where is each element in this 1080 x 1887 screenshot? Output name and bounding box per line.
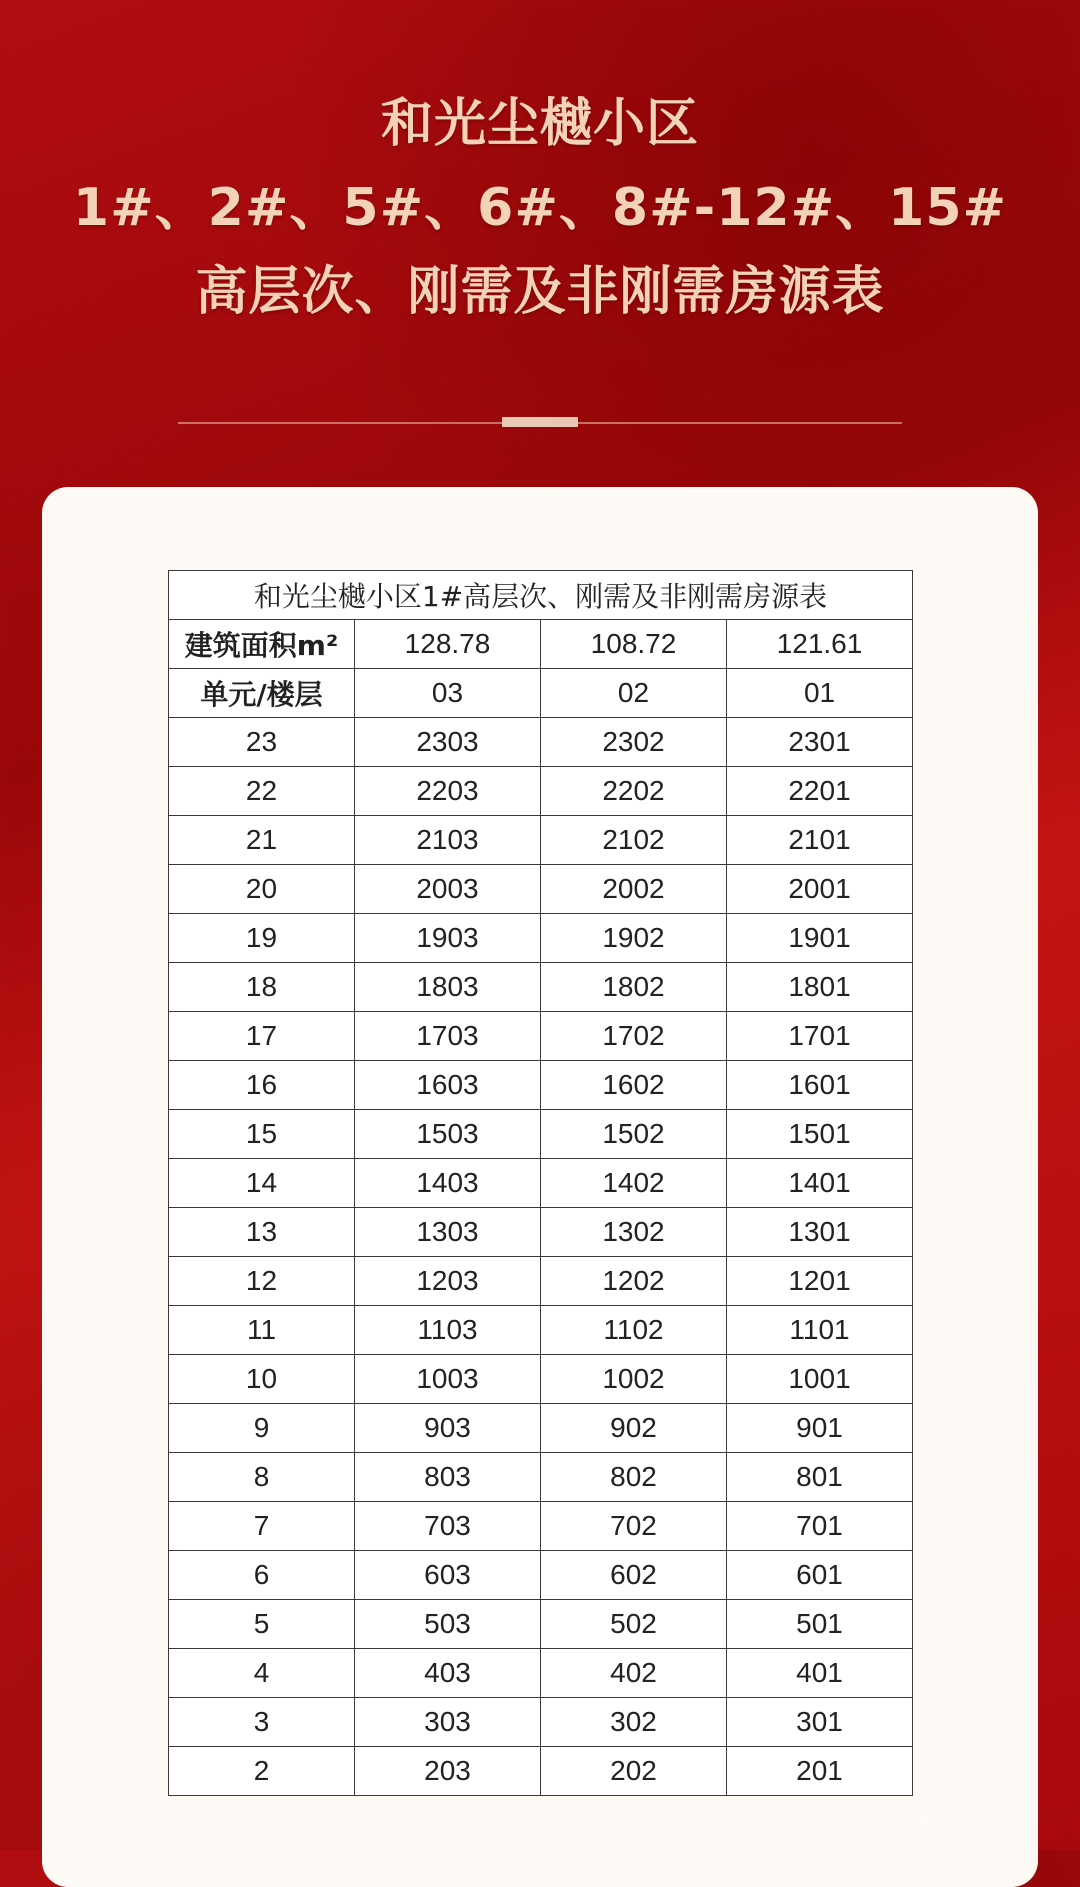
floor-number: 10	[169, 1355, 355, 1404]
floor-number: 11	[169, 1306, 355, 1355]
table-row	[169, 1502, 913, 1551]
room-cell: 303	[355, 1698, 541, 1747]
room-cell: 1803	[355, 963, 541, 1012]
floor-number: 2	[169, 1747, 355, 1796]
room-cell: 2101	[727, 816, 913, 865]
room-cell: 2003	[355, 865, 541, 914]
floor-number: 23	[169, 718, 355, 767]
room-cell: 2001	[727, 865, 913, 914]
table-row	[169, 1208, 913, 1257]
floor-number: 21	[169, 816, 355, 865]
area-label: 建筑面积m²	[169, 620, 355, 669]
room-cell: 601	[727, 1551, 913, 1600]
table-row	[169, 1404, 913, 1453]
room-cell: 1102	[541, 1306, 727, 1355]
header-title-line-3: 高层次、刚需及非刚需房源表	[195, 262, 885, 322]
room-cell: 1903	[355, 914, 541, 963]
floor-number: 17	[169, 1012, 355, 1061]
table-row	[169, 1747, 913, 1796]
room-cell: 2201	[727, 767, 913, 816]
room-cell: 1801	[727, 963, 913, 1012]
table-title: 和光尘樾小区1#高层次、刚需及非刚需房源表	[169, 571, 913, 620]
room-cell: 1602	[541, 1061, 727, 1110]
floor-number: 13	[169, 1208, 355, 1257]
header-title-line-1: 和光尘樾小区	[380, 94, 699, 154]
room-cell: 2002	[541, 865, 727, 914]
room-cell: 702	[541, 1502, 727, 1551]
table-row	[169, 1600, 913, 1649]
room-cell: 201	[727, 1747, 913, 1796]
room-cell: 2102	[541, 816, 727, 865]
room-cell: 501	[727, 1600, 913, 1649]
table-row	[169, 1306, 913, 1355]
room-cell: 1402	[541, 1159, 727, 1208]
room-cell: 1702	[541, 1012, 727, 1061]
table-row	[169, 963, 913, 1012]
room-cell: 802	[541, 1453, 727, 1502]
floor-number: 20	[169, 865, 355, 914]
room-cell: 503	[355, 1600, 541, 1649]
room-cell: 801	[727, 1453, 913, 1502]
floor-number: 5	[169, 1600, 355, 1649]
room-cell: 402	[541, 1649, 727, 1698]
room-cell: 1202	[541, 1257, 727, 1306]
room-cell: 602	[541, 1551, 727, 1600]
room-cell: 403	[355, 1649, 541, 1698]
floor-number: 7	[169, 1502, 355, 1551]
room-cell: 1703	[355, 1012, 541, 1061]
room-cell: 1401	[727, 1159, 913, 1208]
room-cell: 301	[727, 1698, 913, 1747]
table-row	[169, 1012, 913, 1061]
table-row	[169, 1551, 913, 1600]
area-value: 108.72	[541, 620, 727, 669]
room-cell: 401	[727, 1649, 913, 1698]
table-row	[169, 1257, 913, 1306]
unit-row	[169, 669, 913, 718]
table-row	[169, 1453, 913, 1502]
floor-number: 18	[169, 963, 355, 1012]
room-cell: 1002	[541, 1355, 727, 1404]
room-cell: 203	[355, 1747, 541, 1796]
unit-value: 03	[355, 669, 541, 718]
page-header	[0, 95, 1080, 347]
room-cell: 901	[727, 1404, 913, 1453]
room-cell: 703	[355, 1502, 541, 1551]
unit-value: 01	[727, 669, 913, 718]
room-cell: 2303	[355, 718, 541, 767]
table-row	[169, 1355, 913, 1404]
header-divider-ornament	[502, 417, 578, 427]
table-row	[169, 865, 913, 914]
room-cell: 1203	[355, 1257, 541, 1306]
floor-number: 16	[169, 1061, 355, 1110]
room-cell: 1701	[727, 1012, 913, 1061]
room-cell: 1301	[727, 1208, 913, 1257]
room-cell: 1603	[355, 1061, 541, 1110]
table-row	[169, 1159, 913, 1208]
room-cell: 603	[355, 1551, 541, 1600]
unit-floor-label: 单元/楼层	[169, 669, 355, 718]
area-row	[169, 620, 913, 669]
table-row	[169, 1698, 913, 1747]
room-cell: 1403	[355, 1159, 541, 1208]
room-cell: 1101	[727, 1306, 913, 1355]
table-row	[169, 1110, 913, 1159]
floor-number: 9	[169, 1404, 355, 1453]
floor-number: 4	[169, 1649, 355, 1698]
room-cell: 1901	[727, 914, 913, 963]
table-row	[169, 914, 913, 963]
room-cell: 903	[355, 1404, 541, 1453]
table-row	[169, 1061, 913, 1110]
room-cell: 803	[355, 1453, 541, 1502]
floor-number: 8	[169, 1453, 355, 1502]
room-cell: 1003	[355, 1355, 541, 1404]
header-title-line-2: 1#、2#、5#、6#、8#-12#、15#	[72, 178, 1008, 238]
table-title-row	[169, 571, 913, 620]
room-cell: 1303	[355, 1208, 541, 1257]
room-cell: 1201	[727, 1257, 913, 1306]
table-row	[169, 718, 913, 767]
room-cell: 1103	[355, 1306, 541, 1355]
room-cell: 1601	[727, 1061, 913, 1110]
table-row	[169, 1649, 913, 1698]
room-cell: 701	[727, 1502, 913, 1551]
floor-number: 3	[169, 1698, 355, 1747]
floor-number: 12	[169, 1257, 355, 1306]
housing-source-table	[168, 570, 913, 1796]
room-cell: 1302	[541, 1208, 727, 1257]
table-row	[169, 816, 913, 865]
room-cell: 1501	[727, 1110, 913, 1159]
room-cell: 1001	[727, 1355, 913, 1404]
watermark-icon: ✎	[912, 1808, 929, 1832]
room-cell: 202	[541, 1747, 727, 1796]
floor-number: 22	[169, 767, 355, 816]
room-cell: 1902	[541, 914, 727, 963]
unit-value: 02	[541, 669, 727, 718]
room-cell: 1802	[541, 963, 727, 1012]
room-cell: 1503	[355, 1110, 541, 1159]
room-cell: 2203	[355, 767, 541, 816]
floor-number: 19	[169, 914, 355, 963]
table-row	[169, 767, 913, 816]
room-cell: 302	[541, 1698, 727, 1747]
room-cell: 2202	[541, 767, 727, 816]
floor-number: 15	[169, 1110, 355, 1159]
room-cell: 2301	[727, 718, 913, 767]
floor-number: 6	[169, 1551, 355, 1600]
floor-number: 14	[169, 1159, 355, 1208]
room-cell: 502	[541, 1600, 727, 1649]
room-cell: 2103	[355, 816, 541, 865]
area-value: 121.61	[727, 620, 913, 669]
room-cell: 1502	[541, 1110, 727, 1159]
room-cell: 2302	[541, 718, 727, 767]
area-value: 128.78	[355, 620, 541, 669]
room-cell: 902	[541, 1404, 727, 1453]
